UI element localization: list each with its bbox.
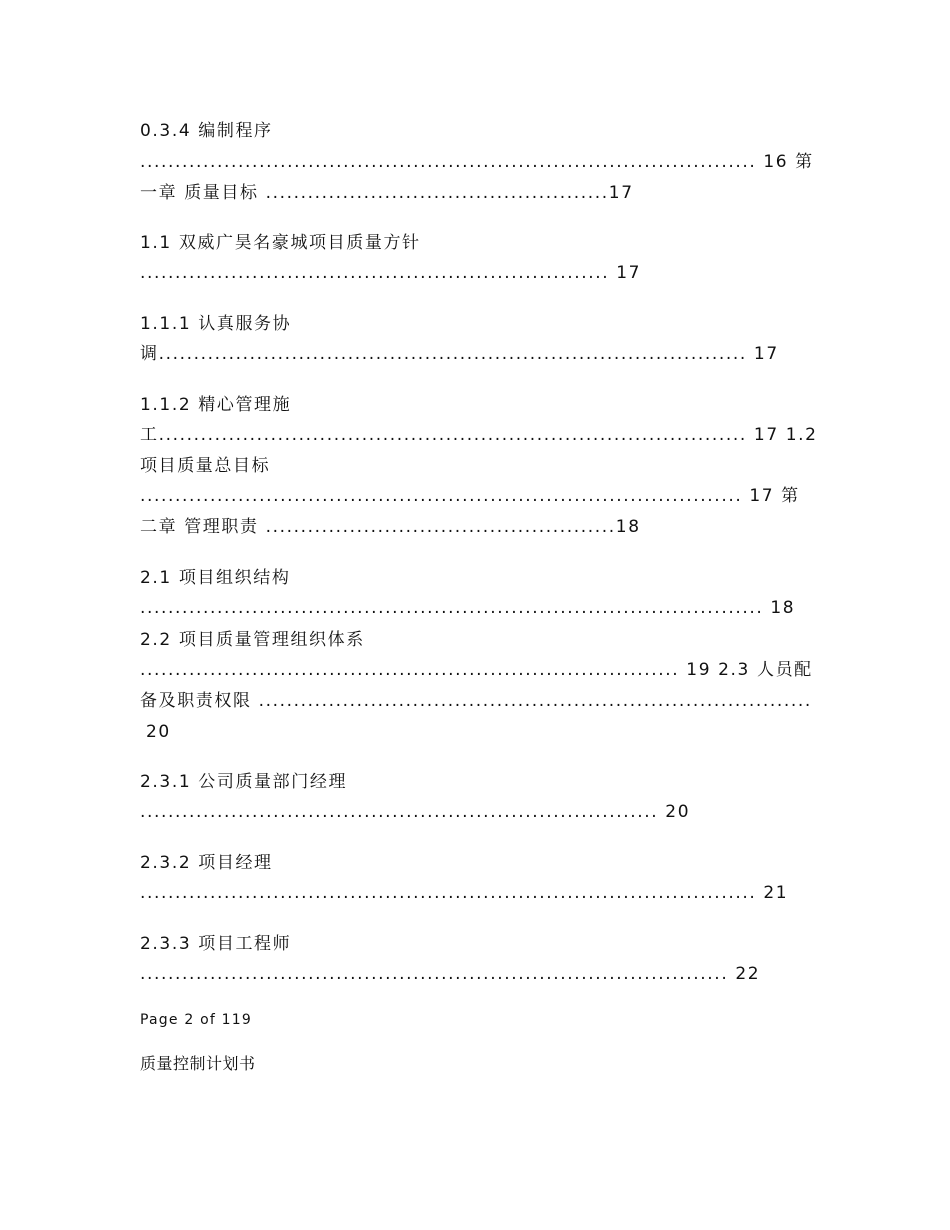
toc-chapter-2: 二章 管理职责 ..................................................18 — [140, 517, 641, 537]
toc-leader-line: ........................................................................................ 16 第 — [140, 152, 814, 172]
toc-leader-line: ............................................................................. 19 2.3 人员配 — [140, 660, 813, 680]
toc-leader-line: 工.................................................................................... 17 1.2 — [140, 425, 818, 445]
toc-leader-line: ......................................................................................... 18 — [140, 598, 796, 618]
toc-heading-0-3-4: 0.3.4 编制程序 — [140, 121, 273, 141]
toc-leader-line: .......................................................................... 20 — [140, 802, 691, 822]
toc-heading-2-3-3: 2.3.3 项目工程师 — [140, 934, 292, 954]
document-title-footer: 质量控制计划书 — [140, 1054, 256, 1073]
toc-heading-2-3-1: 2.3.1 公司质量部门经理 — [140, 772, 348, 792]
toc-heading-2-3: 备及职责权限 ............................................................................... — [140, 691, 812, 711]
toc-heading-2-3-2: 2.3.2 项目经理 — [140, 853, 273, 873]
toc-leader-line: ................................................................... 17 — [140, 263, 642, 283]
toc-heading-1-2: 项目质量总目标 — [140, 456, 271, 476]
toc-heading-2-1: 2.1 项目组织结构 — [140, 568, 291, 588]
toc-leader-line: ...................................................................................... 17 第 — [140, 486, 800, 506]
page-number-footer: Page 2 of 119 — [140, 1012, 252, 1028]
toc-heading-1-1-1: 1.1.1 认真服务协 — [140, 314, 292, 334]
toc-leader-line: 调.................................................................................... 17 — [140, 344, 779, 364]
toc-chapter-1: 一章 质量目标 .................................................17 — [140, 183, 634, 203]
toc-heading-1-1-2: 1.1.2 精心管理施 — [140, 395, 292, 415]
toc-page-number: 20 — [146, 722, 171, 742]
toc-heading-2-2: 2.2 项目质量管理组织体系 — [140, 630, 365, 650]
toc-leader-line: ........................................................................................ 21 — [140, 883, 789, 903]
toc-leader-line: .................................................................................... 22 — [140, 964, 761, 984]
toc-heading-1-1: 1.1 双威广昊名豪城项目质量方针 — [140, 233, 421, 253]
